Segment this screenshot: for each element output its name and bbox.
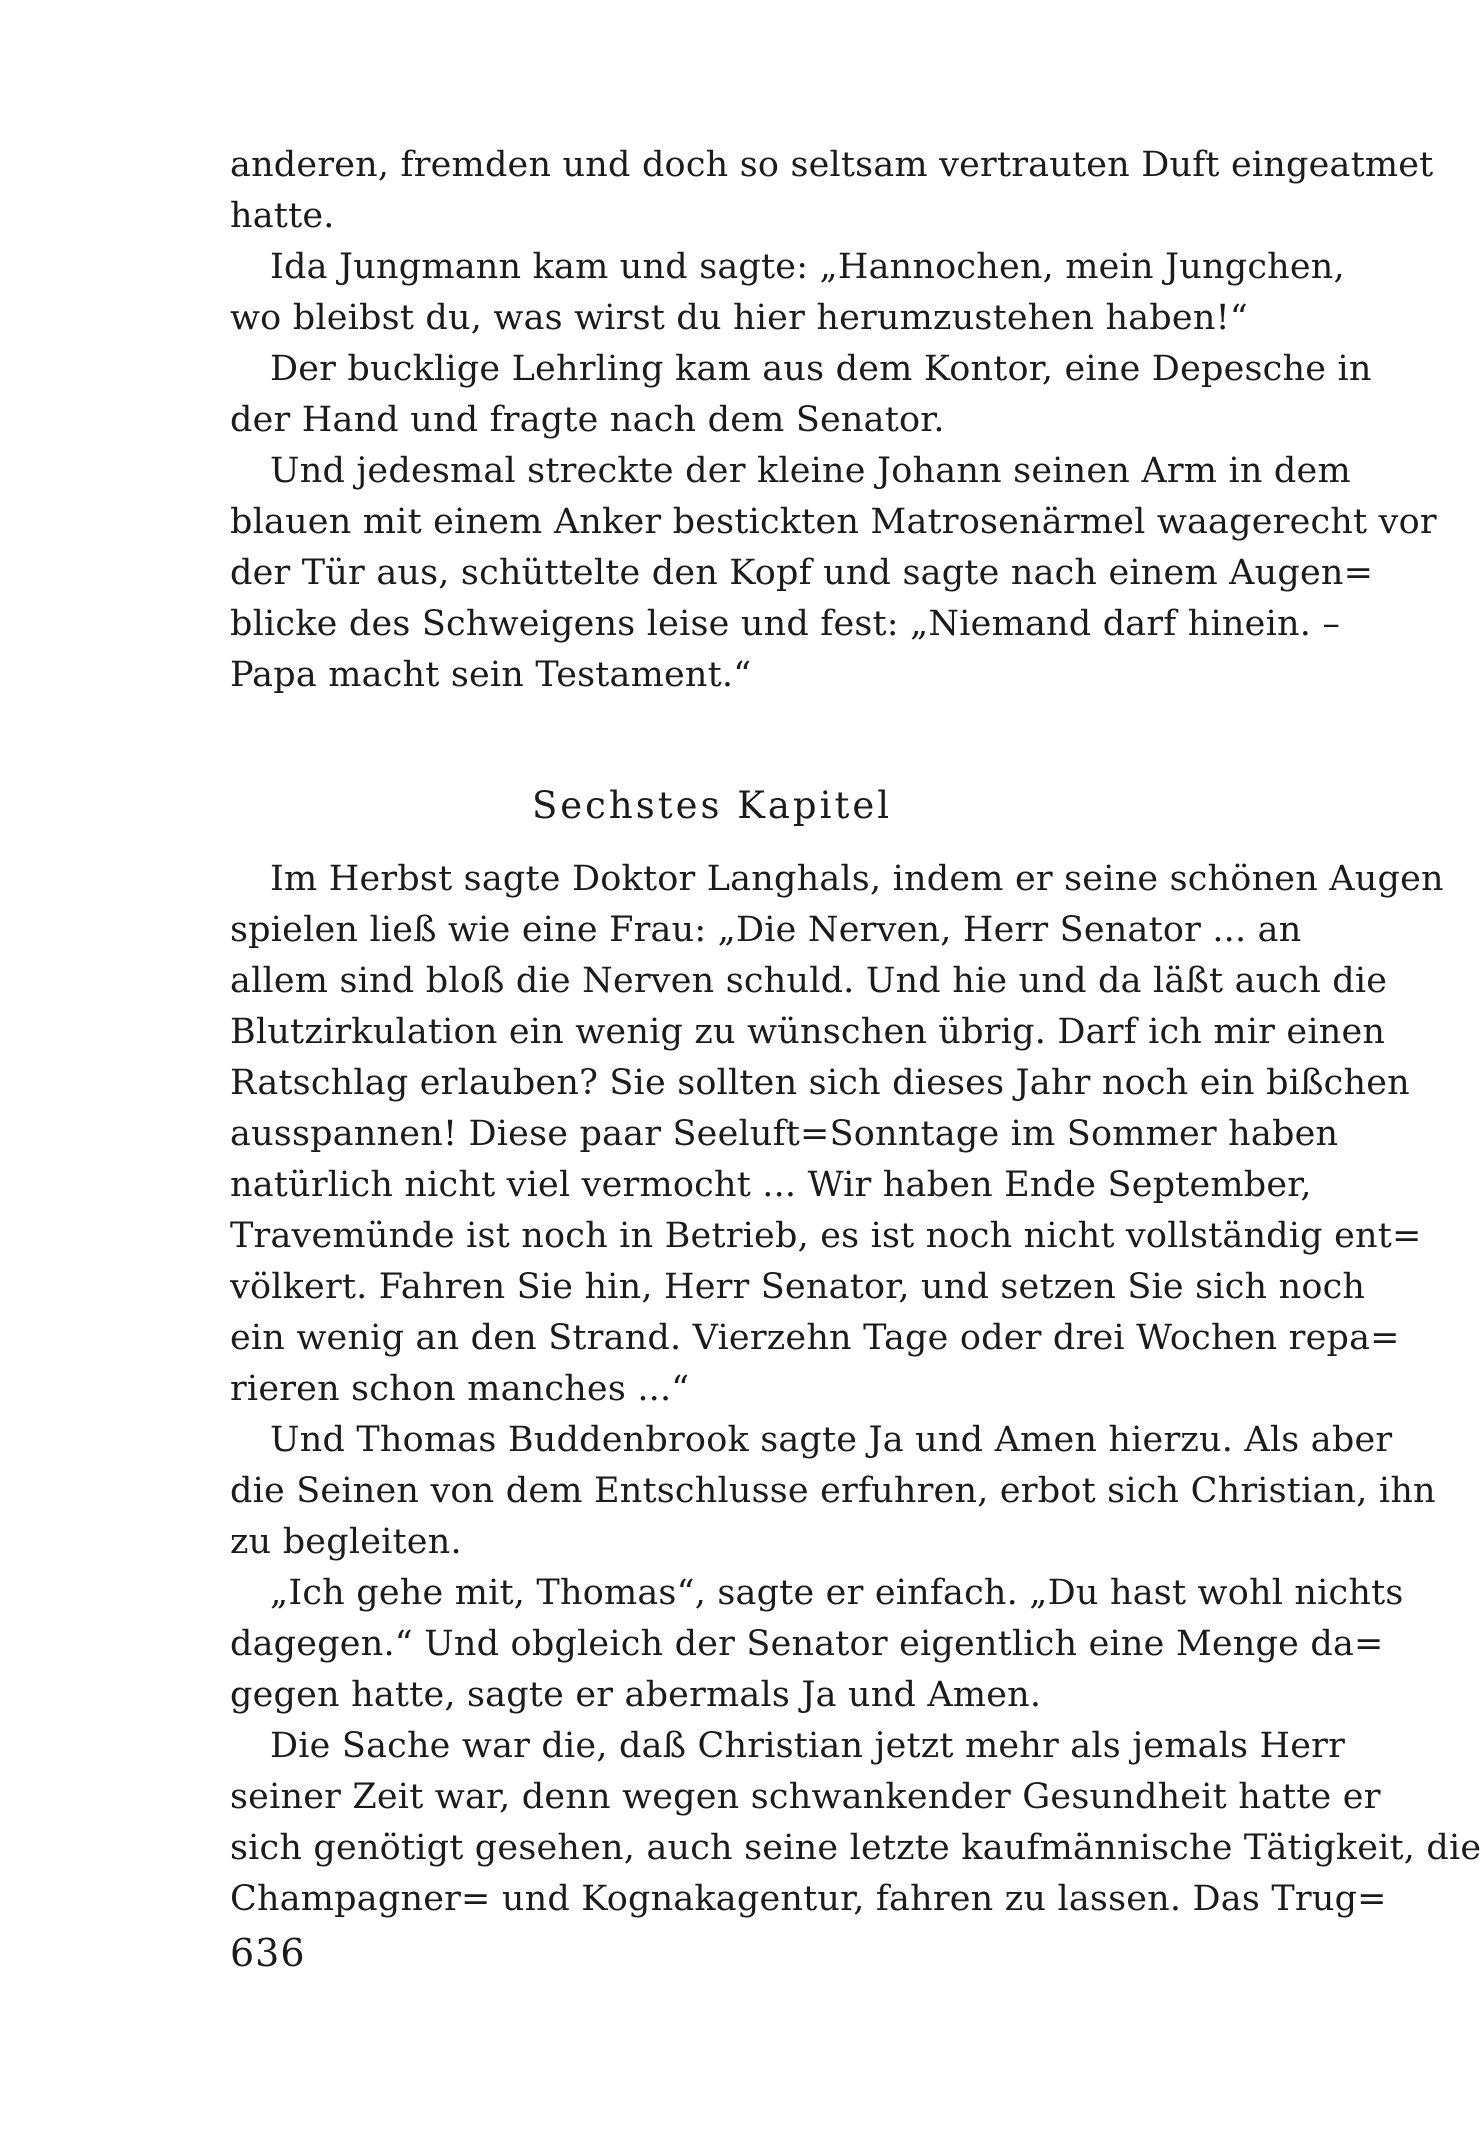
text-line: Und jedesmal streckte der kleine Johann seinen Arm in dem	[270, 451, 1351, 491]
text-line: völkert. Fahren Sie hin, Herr Senator, und setzen Sie sich noch	[230, 1267, 1366, 1307]
text-block-top	[230, 140, 1437, 701]
text-line: Im Herbst sagte Doktor Langhals, indem er seine schönen Augen	[270, 859, 1444, 899]
text-line: Champagner= und Kognakagentur, fahren zu lassen. Das Trug=	[230, 1879, 1387, 1919]
text-line: Ratschlag erlauben? Sie sollten sich dieses Jahr noch ein bißchen	[230, 1063, 1410, 1103]
text-line: Und Thomas Buddenbrook sagte Ja und Amen hierzu. Als aber	[270, 1420, 1393, 1460]
text-line: ein wenig an den Strand. Vierzehn Tage oder drei Wochen repa=	[230, 1318, 1400, 1358]
text-line: dagegen.“ Und obgleich der Senator eigentlich eine Menge da=	[230, 1624, 1384, 1664]
text-line: natürlich nicht viel vermocht ... Wir haben Ende September,	[230, 1165, 1312, 1205]
text-line: blauen mit einem Anker bestickten Matrosenärmel waagerecht vor	[230, 502, 1437, 542]
text-line: rieren schon manches ...“	[230, 1369, 690, 1409]
text-line: zu begleiten.	[230, 1522, 462, 1562]
text-line: sich genötigt gesehen, auch seine letzte kaufmännische Tätigkeit, die	[230, 1828, 1481, 1868]
text-line: anderen, fremden und doch so seltsam vertrauten Duft eingeatmet	[230, 145, 1434, 185]
text-line: blicke des Schweigens leise und fest: „Niemand darf hinein. –	[230, 604, 1341, 644]
text-line: der Hand und fragte nach dem Senator.	[230, 400, 945, 440]
text-line: allem sind bloß die Nerven schuld. Und hie und da läßt auch die	[230, 961, 1388, 1001]
text-line: der Tür aus, schüttelte den Kopf und sagte nach einem Augen=	[230, 553, 1374, 593]
text-line: ausspannen! Diese paar Seeluft=Sonntage im Sommer haben	[230, 1114, 1339, 1154]
text-line: spielen ließ wie eine Frau: „Die Nerven, Herr Senator ... an	[230, 910, 1302, 950]
text-line: seiner Zeit war, denn wegen schwankender Gesundheit hatte er	[230, 1777, 1381, 1817]
text-line: Blutzirkulation ein wenig zu wünschen übrig. Darf ich mir einen	[230, 1012, 1386, 1052]
text-line: „Ich gehe mit, Thomas“, sagte er einfach. „Du hast wohl nichts	[270, 1573, 1404, 1613]
text-line: Papa macht sein Testament.“	[230, 655, 752, 695]
text-line: Ida Jungmann kam und sagte: „Hannochen, mein Jungchen,	[270, 247, 1345, 287]
text-block-bottom	[230, 854, 1481, 1925]
text-line: Travemünde ist noch in Betrieb, es ist noch nicht vollständig ent=	[230, 1216, 1422, 1256]
page-number: 636	[230, 1931, 306, 1975]
text-line: Die Sache war die, daß Christian jetzt mehr als jemals Herr	[270, 1726, 1346, 1766]
text-line: Der bucklige Lehrling kam aus dem Kontor, eine Depesche in	[270, 349, 1372, 389]
text-line: gegen hatte, sagte er abermals Ja und Amen.	[230, 1675, 1042, 1715]
chapter-heading: Sechstes Kapitel	[531, 784, 893, 827]
text-line: die Seinen von dem Entschlusse erfuhren, erbot sich Christian, ihn	[230, 1471, 1436, 1511]
text-line: wo bleibst du, was wirst du hier herumzustehen haben!“	[230, 298, 1248, 338]
text-line: hatte.	[230, 196, 335, 236]
